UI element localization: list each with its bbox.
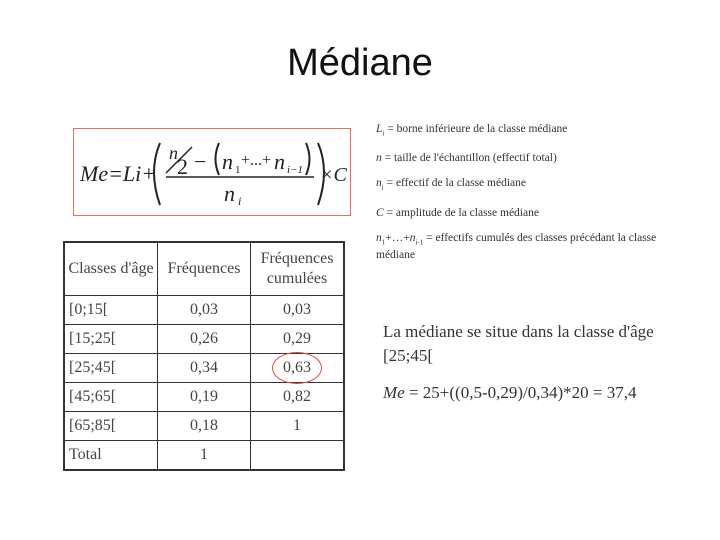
legend-cumul: $n_1+\dots+n_{i-1}$ = effectifs cumulés des classes précédant la classe médiane: [376, 231, 657, 261]
cell-freq: 0,19: [158, 383, 251, 412]
table-row-total: [64, 441, 344, 471]
formula-minus: −: [194, 149, 207, 174]
legend-li: $L_i$ = borne inférieure de la classe médiane: [376, 123, 568, 138]
legend-n: n = taille de l'échantillon (effectif total): [376, 152, 557, 165]
table-header-row: [64, 242, 344, 296]
cell-cumul-highlighted: [251, 354, 345, 383]
cell-freq: 0,18: [158, 412, 251, 441]
table-row: [64, 296, 344, 325]
formula-legend: [376, 123, 676, 274]
cell-cumul: 0,03: [251, 296, 345, 325]
formula-dots: +...+: [241, 152, 272, 169]
median-cumul-value: 0,63: [283, 359, 311, 376]
table-row: [64, 354, 344, 383]
cell-class: [65;85[: [64, 412, 158, 441]
cell-total-label: Total: [64, 441, 158, 471]
formula-sub1: 1: [235, 164, 241, 176]
legend-c: C = amplitude de la classe médiane: [376, 206, 539, 219]
cell-class: [45;65[: [64, 383, 158, 412]
median-result: [383, 383, 637, 403]
inner-right-paren: [306, 143, 310, 175]
table-row: [64, 325, 344, 354]
header-classes: Classes d'âge: [64, 242, 158, 296]
cell-class: [0;15[: [64, 296, 158, 325]
formula-subi1: i−1: [287, 164, 303, 176]
cell-freq: 0,34: [158, 354, 251, 383]
formula-n1: n: [222, 149, 233, 174]
conclusion: [383, 320, 654, 368]
frequency-table: [63, 241, 345, 471]
header-frequences: Fréquences: [158, 242, 251, 296]
result-me: Me: [383, 383, 405, 402]
formula-subi: i: [238, 194, 242, 208]
header-cumulees: Fréquences cumulées: [251, 242, 345, 296]
inner-left-paren: [216, 143, 220, 175]
formula-times: ×C: [320, 164, 347, 186]
cell-cumul: 0,29: [251, 325, 345, 354]
cell-cumul: 1: [251, 412, 345, 441]
formula-two: 2: [177, 154, 188, 179]
highlight-circle: [272, 352, 322, 384]
legend-ni: $n_i$ = effectif de la classe médiane: [376, 177, 526, 192]
table-row: [64, 412, 344, 441]
cell-empty: [251, 441, 345, 471]
conclusion-line2: [25;45[: [383, 346, 434, 365]
slide-title: Médiane: [287, 42, 433, 84]
formula-den: n: [224, 181, 235, 206]
cell-freq: 0,26: [158, 325, 251, 354]
left-paren: [154, 143, 160, 205]
cell-class: [15;25[: [64, 325, 158, 354]
conclusion-line1: La médiane se situe dans la classe d'âge: [383, 322, 654, 341]
result-calc: = 25+((0,5-0,29)/0,34)*20 = 37,4: [404, 383, 637, 402]
formula-n: n: [169, 143, 178, 163]
cell-class: [25;45[: [64, 354, 158, 383]
cell-cumul: 0,82: [251, 383, 345, 412]
table-row: [64, 383, 344, 412]
formula-lhs: Me=Li+: [80, 161, 157, 186]
cell-freq: 0,03: [158, 296, 251, 325]
median-formula-box: [73, 128, 351, 216]
cell-total-value: 1: [158, 441, 251, 471]
formula-ni1: n: [274, 149, 285, 174]
median-formula: [74, 129, 350, 215]
